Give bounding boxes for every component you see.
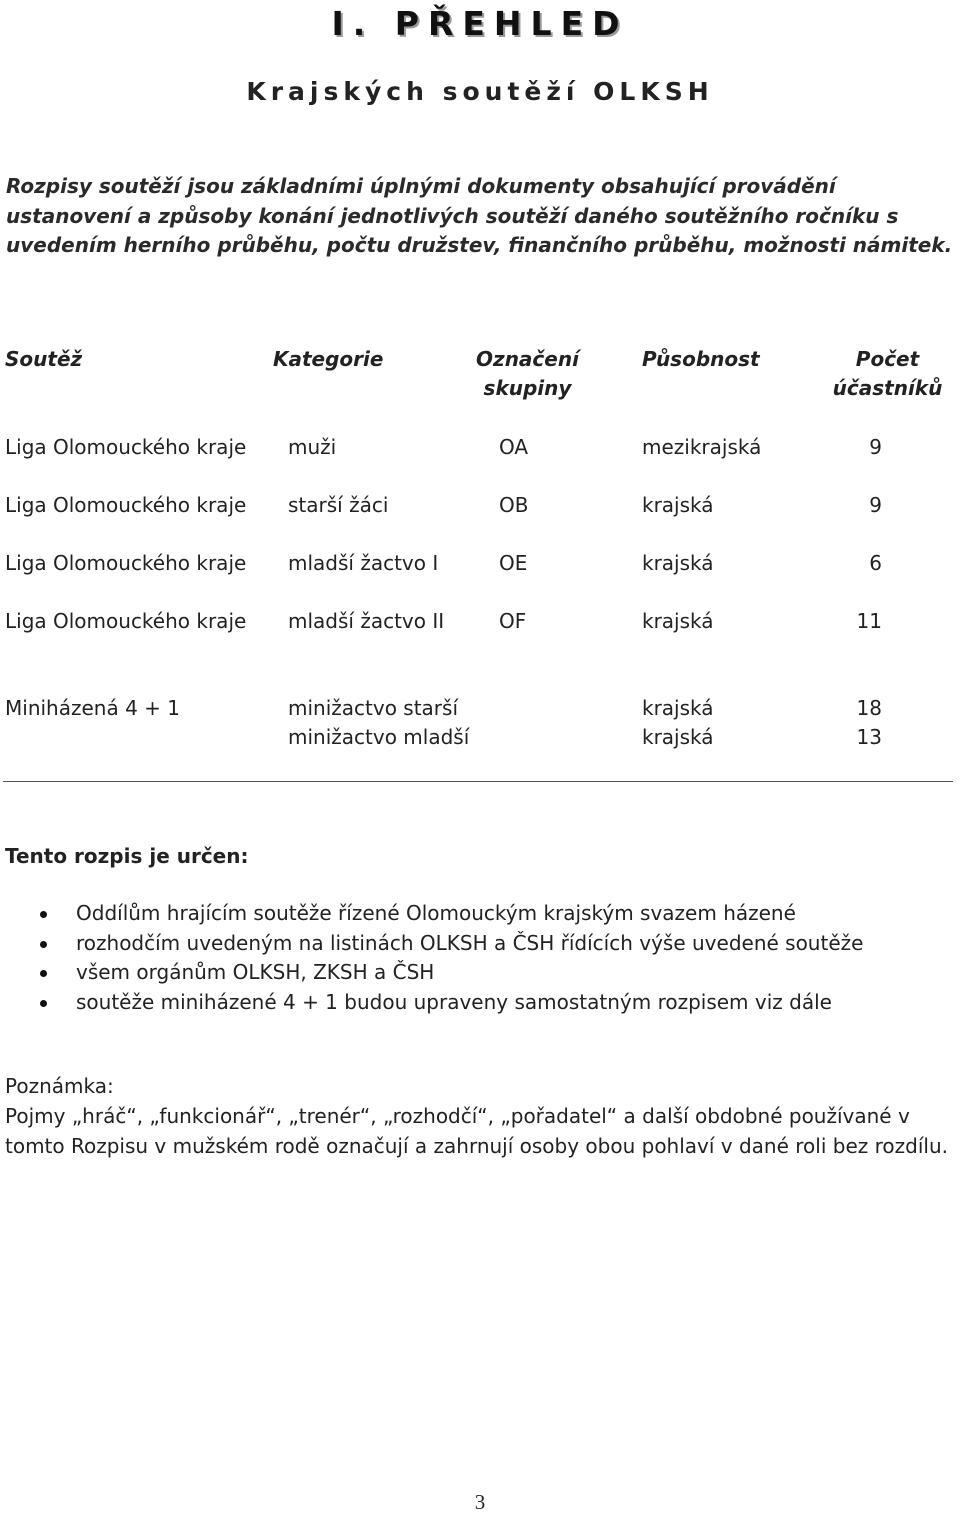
list-item bbox=[0, 929, 960, 959]
cell-competition: Liga Olomouckého kraje bbox=[5, 609, 247, 633]
cell-scope: krajská bbox=[642, 493, 714, 517]
bullet-icon bbox=[40, 941, 47, 948]
cell-group: OE bbox=[499, 551, 528, 575]
cell-group: OA bbox=[499, 435, 529, 459]
cell-count: 18 bbox=[856, 696, 882, 720]
bullet-icon bbox=[40, 970, 47, 977]
cell-competition: Liga Olomouckého kraje bbox=[5, 435, 247, 459]
cell-scope: krajská bbox=[642, 725, 714, 749]
list-item-text: všem orgánům OLKSH, ZKSH a ČSH bbox=[76, 960, 435, 985]
cell-count: 9 bbox=[869, 493, 882, 517]
cell-category: minižactvo starší bbox=[288, 696, 459, 720]
header-category: Kategorie bbox=[273, 347, 384, 371]
cell-category: starší žáci bbox=[288, 493, 389, 517]
header-scope: Působnost bbox=[642, 347, 760, 371]
cell-scope: krajská bbox=[642, 551, 714, 575]
cell-count: 11 bbox=[856, 609, 882, 633]
header-count bbox=[820, 345, 955, 403]
note-label: Poznámka: bbox=[5, 1074, 114, 1098]
cell-count: 6 bbox=[869, 551, 882, 575]
list-item bbox=[0, 958, 960, 988]
cell-competition: Miniházená 4 + 1 bbox=[5, 696, 180, 720]
divider bbox=[3, 781, 953, 782]
cell-scope: mezikrajská bbox=[642, 435, 762, 459]
cell-count: 13 bbox=[856, 725, 882, 749]
list-item bbox=[0, 899, 960, 929]
list-item-text: soutěže miniházené 4 + 1 budou upraveny samostatným rozpisem viz dále bbox=[76, 990, 832, 1015]
cell-scope: krajská bbox=[642, 696, 714, 720]
header-count-line1: Počet bbox=[855, 347, 920, 371]
cell-competition: Liga Olomouckého kraje bbox=[5, 551, 247, 575]
header-group-line2: skupiny bbox=[483, 376, 572, 400]
page-number: 3 bbox=[474, 1490, 486, 1514]
header-group-line1: Označení bbox=[476, 347, 579, 371]
page-subtitle: Krajských soutěží OLKSH bbox=[246, 77, 714, 106]
header-count-line2: účastníků bbox=[832, 376, 943, 400]
intro-paragraph: Rozpisy soutěží jsou základními úplnými dokumenty obsahující provádění ustanovení a způsoby konání jednotlivých soutěží daného soutěžního ročníku s uvedením herního průběhu, počtu družstev, finančního průběhu, možnosti námitek. bbox=[6, 174, 953, 257]
cell-category: minižactvo mladší bbox=[288, 725, 470, 749]
header-group bbox=[440, 345, 615, 403]
cell-competition: Liga Olomouckého kraje bbox=[5, 493, 247, 517]
list-item-text: rozhodčím uvedeným na listinách OLKSH a ČSH řídících výše uvedené soutěže bbox=[76, 930, 864, 955]
cell-count: 9 bbox=[869, 435, 882, 459]
cell-scope: krajská bbox=[642, 609, 714, 633]
section-heading: Tento rozpis je určen: bbox=[5, 844, 249, 868]
cell-category: mladší žactvo I bbox=[288, 551, 439, 575]
cell-category: muži bbox=[288, 435, 337, 459]
cell-category: mladší žactvo II bbox=[288, 609, 445, 633]
bullet-icon bbox=[40, 911, 47, 918]
recipient-list bbox=[0, 899, 960, 1018]
cell-group: OB bbox=[499, 493, 529, 517]
note-text: Pojmy „hráč“, „funkcionář“, „trenér“, „rozhodčí“, „pořadatel“ a další obdobné používané v tomto Rozpisu v mužském rodě označují a zahrnují osoby obou pohlaví v dané roli bez rozdílu. bbox=[5, 1104, 948, 1158]
list-item-text: Oddílům hrajícím soutěže řízené Olomouckým krajským svazem házené bbox=[76, 901, 796, 925]
header-competition: Soutěž bbox=[5, 347, 83, 371]
cell-group: OF bbox=[499, 609, 527, 633]
list-item bbox=[0, 988, 960, 1018]
page-title: I. PŘEHLED bbox=[331, 4, 629, 43]
bullet-icon bbox=[40, 1000, 47, 1007]
